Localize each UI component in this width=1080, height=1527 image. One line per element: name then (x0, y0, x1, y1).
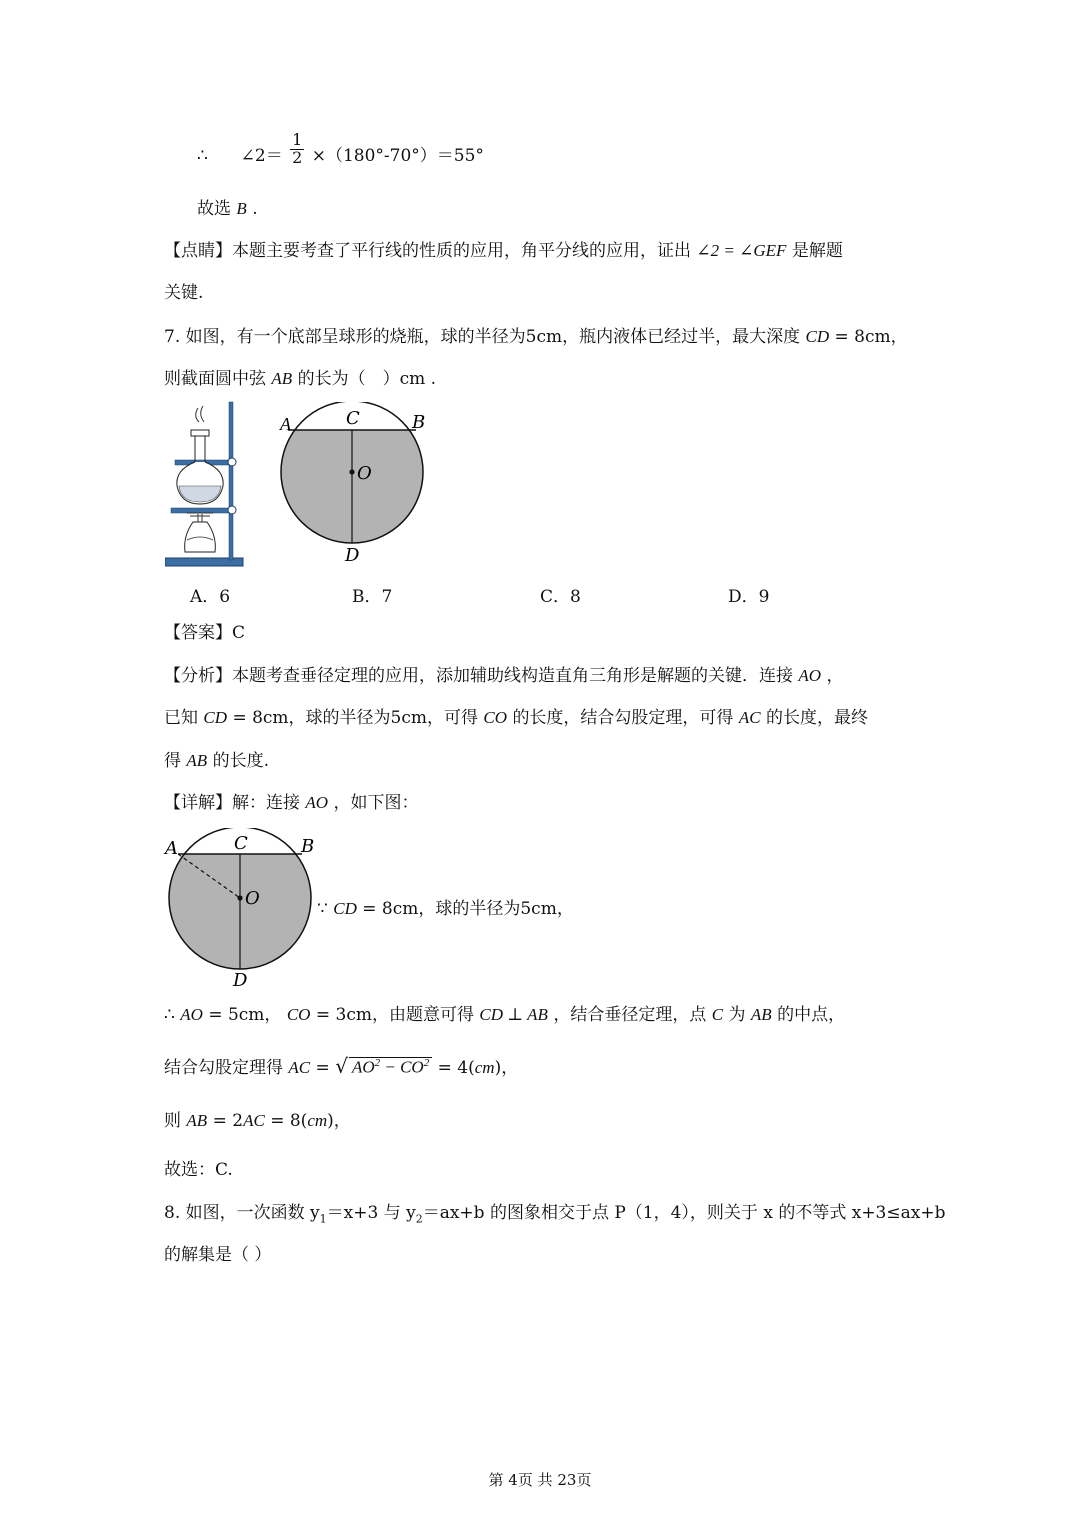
label-o: O (357, 463, 372, 484)
fenxi-line-1: 【分析】本题考查垂径定理的应用，添加辅助线构造直角三角形是解题的关键．连接 AO ， (164, 666, 844, 686)
option-c: C．8 (540, 587, 581, 607)
ab-line: 则 AB = 2AC = 8(cm)， (164, 1111, 351, 1131)
answer: 【答案】C (164, 623, 246, 643)
option-b: B．7 (352, 587, 393, 607)
q7-line-2: 则截面圆中弦 AB 的长为（ ）cm . (164, 369, 437, 389)
label-o: O (245, 888, 260, 909)
q8-line-1: 8. 如图，一次函数 $y_1=x+3$ 与 $y_2=ax+b$ 的图象相交于点 P（1，4），则关于 x 的不等式 x+3≤ax+b (164, 1203, 946, 1226)
choose-b: 故选 B . (197, 199, 258, 219)
fenxi-line-3: 得 AB 的长度. (164, 751, 269, 771)
circle-figure-question (272, 402, 432, 564)
therefore-symbol: ∴ (197, 145, 208, 166)
xiangjie-line: 【详解】解：连接 AO ，如下图： (164, 793, 419, 813)
fraction-one-half: $\frac{1}{2}$ (292, 130, 303, 167)
ao-co-line: ∴ AO = 5cm， CO = 3cm，由题意可得 CD ⊥ AB ，结合垂径定理，点 C 为 AB 的中点， (164, 1005, 846, 1025)
flask-apparatus-illustration (165, 400, 245, 570)
label-d: D (233, 970, 248, 990)
label-d: D (345, 545, 360, 564)
label-c: C (234, 833, 248, 854)
q7-line-1: 7. 如图，有一个底部呈球形的烧瓶，球的半径为5cm，瓶内液体已经过半，最大深度 CD = 8cm， (164, 327, 908, 347)
label-a: A (165, 838, 178, 859)
dianjing-line-1: 【点睛】本题主要考查了平行线的性质的应用，角平分线的应用，证出 ∠2 = ∠GEF 是解题 (164, 241, 843, 261)
because-line: ∵ CD = 8cm，球的半径为5cm， (317, 899, 574, 919)
option-d: D．9 (728, 587, 770, 607)
choose-c: 故选：C. (164, 1160, 233, 1180)
dianjing-line-2: 关键. (164, 283, 204, 303)
label-b: B (412, 412, 426, 433)
pythagoras-line: 结合勾股定理得 AC = √ $AO^2 - CO^2 = 4(cm)$， (164, 1054, 519, 1078)
label-a: A (280, 414, 291, 434)
fenxi-line-2: 已知 CD = 8cm，球的半径为5cm，可得 CO 的长度，结合勾股定理，可得 AC 的长度，最终 (164, 708, 868, 728)
option-a: A．6 (190, 587, 231, 607)
circle-figure-solution (160, 828, 320, 990)
page-footer: 第 4页 共 23页 (488, 1471, 592, 1489)
label-c: C (346, 408, 360, 429)
solution-step-angle: ∴ ∠2＝ $\frac{1}{2}$ ×（180°-70°）＝55° (197, 130, 484, 167)
sqrt-expression: √ $AO^2 - CO^2$ (335, 1058, 437, 1078)
label-b: B (301, 836, 315, 857)
q8-line-2: 的解集是（ ） (164, 1245, 272, 1265)
